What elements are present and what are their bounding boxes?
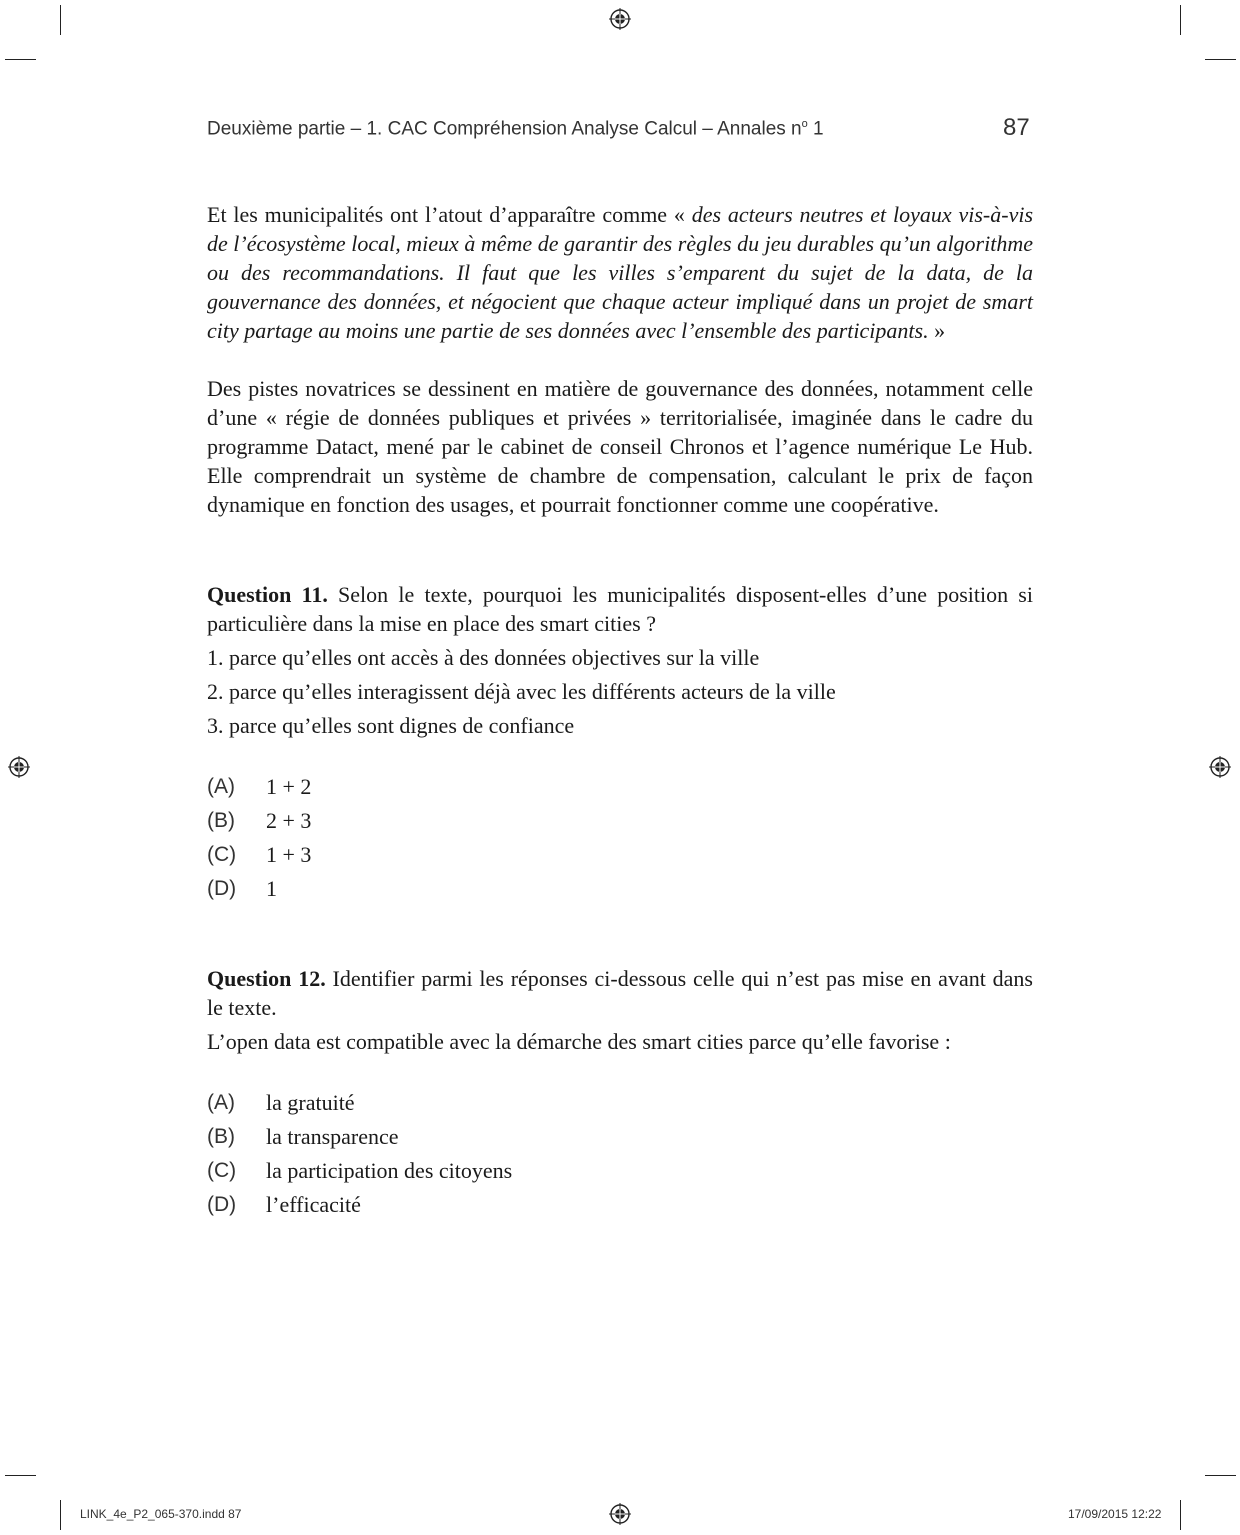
answer-choice-d[interactable]: (D) 1 bbox=[207, 876, 277, 901]
question-12-stem: Question 12. Identifier parmi les réponses ci-dessous celle qui n’est pas mise en avant dans le texte. bbox=[207, 966, 1033, 1020]
question-12-prompt: L’open data est compatible avec la démarche des smart cities parce qu’elle favorise : bbox=[207, 1029, 951, 1054]
answer-choice-a[interactable]: (A) la gratuité bbox=[207, 1090, 355, 1115]
page-number: 87 bbox=[1003, 114, 1030, 141]
running-header: Deuxième partie – 1. CAC Compréhension Analyse Calcul – Annales $n^o$ 1 bbox=[207, 118, 824, 140]
question-12 bbox=[207, 964, 1033, 1222]
statement-item: 2. parce qu’elles interagissent déjà avec les différents acteurs de la ville bbox=[207, 679, 836, 704]
question-11-stem: Question 11. Selon le texte, pourquoi les municipalités disposent-elles d’une position si particulière dans la mise en place des smart cities ? bbox=[207, 582, 1033, 636]
statement-item: 3. parce qu’elles sont dignes de confiance bbox=[207, 713, 575, 738]
answer-choice-b[interactable]: (B) 2 + 3 bbox=[207, 808, 312, 833]
crop-mark bbox=[5, 1475, 36, 1476]
answer-choice-b[interactable]: (B) la transparence bbox=[207, 1124, 399, 1149]
crop-mark bbox=[1205, 1475, 1236, 1476]
question-11 bbox=[207, 580, 1033, 906]
slug-filename: LINK_4e_P2_065-370.indd 87 bbox=[80, 1507, 242, 1521]
crop-mark bbox=[1205, 59, 1236, 60]
answer-choice-a[interactable]: (A) 1 + 2 bbox=[207, 774, 312, 799]
answer-choice-c[interactable]: (C) 1 + 3 bbox=[207, 842, 312, 867]
registration-mark-icon bbox=[609, 1503, 631, 1525]
crop-mark bbox=[1180, 5, 1181, 35]
crop-mark bbox=[5, 59, 36, 60]
paragraph-quote: Et les municipalités ont l’atout d’apparaître comme « des acteurs neutres et loyaux vis-à-vis de l’écosystème local, mieux à même de garantir des règles du jeu durables qu’un algorithme ou des recommandations. Il faut que les villes s’emparent du sujet de la data, de la gouvernance des données, et négocient que chaque acteur impliqué dans un projet de smart city partage au moins une partie de ses données avec l’ensemble des participants. » bbox=[207, 202, 1034, 343]
registration-mark-icon bbox=[1209, 756, 1231, 778]
answer-choice-c[interactable]: (C) la participation des citoyens bbox=[207, 1158, 513, 1183]
answer-choice-d[interactable]: (D) l’efficacité bbox=[207, 1192, 361, 1217]
crop-mark bbox=[60, 5, 61, 35]
crop-mark bbox=[1180, 1500, 1181, 1530]
registration-mark-icon bbox=[609, 8, 631, 30]
answer-choices bbox=[207, 1086, 1033, 1222]
page-body bbox=[207, 200, 1033, 1222]
paragraph-datact: Des pistes novatrices se dessinent en matière de gouvernance des données, notamment celle d’une « régie de données publiques et privées » territorialisée, imaginée dans le cadre du programme Datact, mené par le cabinet de conseil Chronos et l’agence numérique Le Hub. Elle comprendrait un système de chambre de compensation, calculant le prix de façon dynamique en fonction des usages, et pourrait fonctionner comme une coopérative. bbox=[207, 376, 1033, 517]
registration-mark-icon bbox=[8, 756, 30, 778]
statement-item: 1. parce qu’elles ont accès à des données objectives sur la ville bbox=[207, 645, 760, 670]
slug-datetime: 17/09/2015 12:22 bbox=[1068, 1507, 1162, 1521]
answer-choices bbox=[207, 770, 1033, 906]
crop-mark bbox=[60, 1500, 61, 1530]
